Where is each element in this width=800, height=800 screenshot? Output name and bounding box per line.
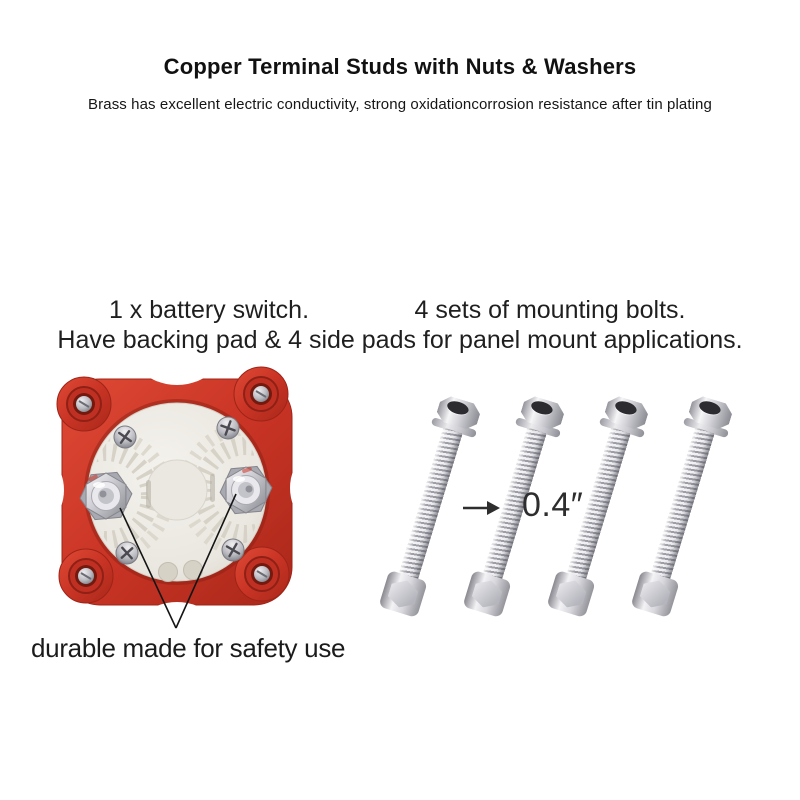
feature-mounting-bolts-qty: 4 sets of mounting bolts.	[414, 296, 686, 324]
feature-battery-switch-qty: 1 x battery switch.	[108, 296, 310, 324]
bolt-head	[462, 570, 511, 618]
bolt-head	[378, 570, 427, 618]
bolt-head-facet	[386, 576, 421, 611]
feature-panel-mount-note: Have backing pad & 4 side pads for panel mount applications.	[57, 326, 743, 354]
bolt-head	[630, 570, 679, 618]
battery-switch-image	[38, 360, 372, 636]
bolt-head-facet	[554, 576, 589, 611]
bolt-head-facet	[470, 576, 505, 611]
plate-center-boss	[147, 460, 207, 520]
durability-note: durable made for safety use	[31, 633, 346, 663]
bolt-head-facet	[638, 576, 673, 611]
bolt-threaded-shaft	[399, 428, 463, 581]
bolt-head	[546, 570, 595, 618]
page-subtitle: Brass has excellent electric conductivity, strong oxidationcorrosion resistance after tin plating	[88, 96, 712, 113]
bolt-diameter-label: 0.4″	[522, 486, 584, 524]
arrow-right-icon	[461, 497, 501, 519]
page-title: Copper Terminal Studs with Nuts & Washers	[163, 54, 637, 79]
bolt-threaded-shaft	[651, 428, 715, 581]
